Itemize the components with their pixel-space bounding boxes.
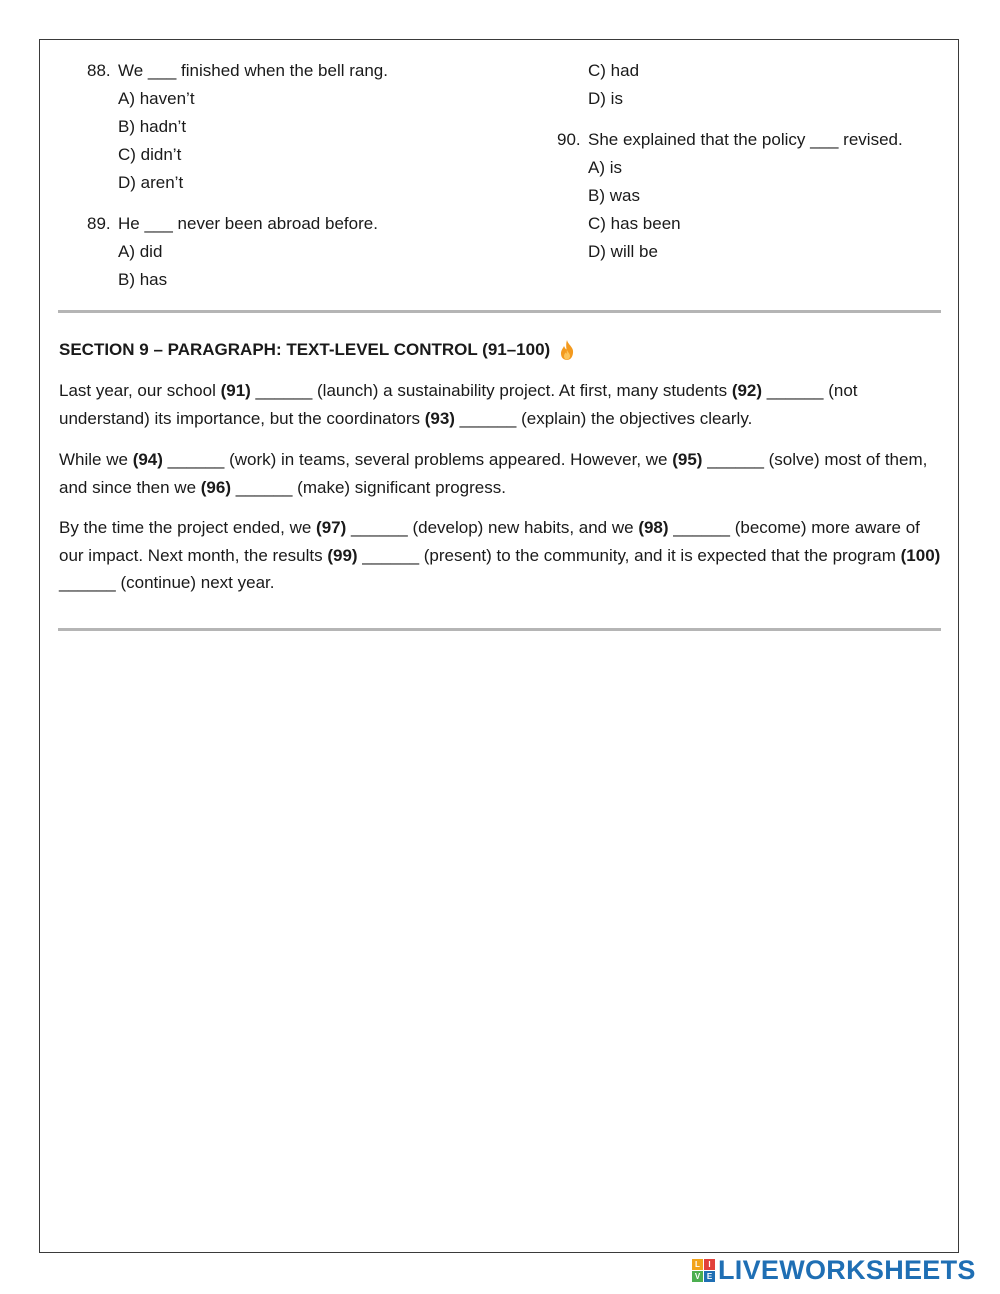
section-title-text: SECTION 9 – PARAGRAPH: TEXT-LEVEL CONTROL (91–100) — [59, 340, 551, 359]
question-stem: We ___ finished when the bell rang. — [118, 61, 388, 80]
fire-icon — [558, 339, 576, 361]
paragraph-text: ______ (launch) a sustainability project. At first, many students — [250, 381, 732, 400]
question-stem: He ___ never been abroad before. — [118, 214, 378, 233]
logo-letter: V — [692, 1271, 703, 1282]
paragraph-text: ______ (present) to the community, and it is expected that the program — [357, 545, 901, 565]
question-stem: She explained that the policy ___ revised. — [588, 130, 903, 149]
question-89-continued — [557, 57, 957, 113]
option: B) was — [588, 186, 640, 205]
blank-number: (94) — [132, 450, 163, 469]
option: B) hadn’t — [118, 117, 187, 136]
blank-number: (93) — [424, 408, 455, 428]
liveworksheets-logo[interactable] — [692, 1255, 976, 1285]
option: A) haven’t — [118, 89, 195, 108]
blank-number: (91) — [220, 381, 251, 400]
right-question-column — [557, 57, 957, 279]
blank-number: (98) — [638, 518, 669, 537]
paragraph-text: ______ (work) in teams, several problems appeared. However, we — [162, 450, 673, 469]
paragraph-text: Last year, our school — [59, 381, 221, 400]
paragraph-text: ______ (continue) next year. — [59, 573, 275, 592]
blank-number: (92) — [731, 381, 763, 400]
left-question-column — [87, 57, 527, 307]
option: D) is — [588, 89, 623, 108]
section-divider-bottom — [58, 628, 941, 631]
logo-letter: E — [704, 1271, 715, 1282]
paragraph-text: While we — [59, 450, 133, 469]
logo-letter: I — [704, 1259, 715, 1270]
paragraph-text: ______ (develop) new habits, and we — [346, 518, 639, 537]
question-number: 89. — [87, 214, 111, 233]
option: D) will be — [588, 242, 658, 261]
paragraph-text: By the time the project ended, we — [59, 518, 317, 537]
paragraph-text: ______ (explain) the objectives clearly. — [454, 408, 753, 428]
option: D) aren’t — [118, 173, 184, 192]
paragraph-text: ______ (solve) most of them, and since then we — [59, 450, 928, 497]
blank-number: (99) — [327, 545, 358, 565]
brand-name: LIVEWORKSHEETS — [718, 1254, 976, 1285]
blank-number: (97) — [316, 518, 347, 537]
paragraph-text: ______ (not understand) its importance, but the coordinators — [59, 381, 858, 428]
paragraph-1 — [59, 377, 943, 432]
option: A) did — [118, 242, 163, 261]
logo-mark-icon — [692, 1259, 715, 1282]
question-88 — [87, 57, 527, 197]
option: A) is — [588, 158, 622, 177]
question-number: 88. — [87, 61, 111, 80]
question-number: 90. — [557, 130, 581, 149]
option: C) had — [588, 61, 640, 80]
question-89 — [87, 210, 527, 294]
blank-number: (100) — [900, 545, 941, 565]
paragraph-text: ______ (make) significant progress. — [231, 477, 506, 497]
option: C) didn’t — [118, 145, 182, 164]
paragraph-2 — [59, 446, 943, 501]
option: C) has been — [588, 214, 681, 233]
paragraph-3 — [59, 514, 943, 597]
question-90 — [557, 126, 957, 266]
blank-number: (96) — [200, 477, 231, 497]
option: B) has — [118, 270, 168, 289]
section-divider-top — [58, 310, 941, 313]
paragraph-text: ______ (become) more aware of our impact. Next month, the results — [59, 518, 920, 565]
section-title — [59, 336, 576, 364]
blank-number: (95) — [672, 450, 703, 469]
logo-letter: L — [692, 1259, 703, 1270]
